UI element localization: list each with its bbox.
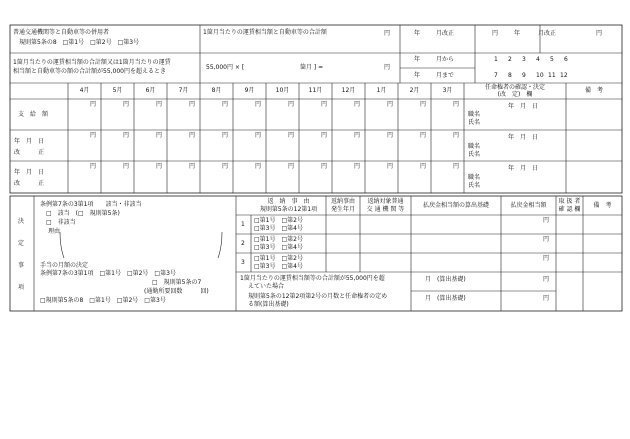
revision-date-label: 年 月 日 [14, 138, 45, 145]
refund-yen: 円 [543, 236, 550, 243]
cell-yen: 円 [420, 101, 427, 108]
decision-line-3: □ 非該当 [46, 219, 76, 226]
confirm-header: 任命権者の確認・決定 [484, 84, 545, 91]
row2-desc-2: 相当額と自動車等の額の合計額が55,000円を超えるとき [13, 68, 166, 75]
month-header: 10月 [275, 87, 290, 94]
month-digit: 4 [536, 56, 540, 63]
refund-yen: 円 [543, 295, 550, 302]
decision-mid-4: (通勤所要回数 回) [144, 288, 209, 295]
month-header: 2月 [409, 87, 420, 94]
revision-label: 改 正 [14, 180, 45, 187]
refund-checkbox-a[interactable]: □第1号 □第2号 [254, 217, 303, 224]
month-digit: 3 [522, 56, 526, 63]
confirm-date: 年 月 日 [508, 165, 539, 172]
yen-2: 円 [492, 30, 499, 37]
cell-yen: 円 [189, 101, 196, 108]
refund-row-number: 3 [241, 259, 245, 266]
refund-checkbox-b[interactable]: □第3号 □第4号 [254, 225, 303, 232]
refund-checkbox-b[interactable]: □第3号 □第4号 [254, 263, 303, 270]
rule-options: 規則第5条の8 □第1号 □第2号 □第3号 [19, 39, 140, 46]
formula: 55,000円 × [ [206, 64, 245, 71]
name-label: 氏名 [468, 151, 481, 158]
cell-yen: 円 [288, 132, 295, 139]
cell-yen: 円 [189, 132, 196, 139]
decision-side-label: 項 [18, 284, 25, 291]
decision-line-1: 条例第7条の3第1項 該当・非該当 [40, 201, 142, 208]
year-2: 年 [514, 30, 521, 37]
month-header: 4月 [79, 87, 90, 94]
refund-reason-subheader: 規則第5条の12第1項 [259, 206, 318, 213]
month-header: 3月 [442, 87, 453, 94]
decision-side-label: 定 [18, 240, 25, 247]
cell-yen: 円 [156, 163, 163, 170]
revision-label: 改 正 [14, 149, 45, 156]
month-from: 月から [436, 56, 455, 63]
refund-basis-header: 払戻金相当額の算出基礎 [422, 202, 489, 209]
refund-checkbox-b[interactable]: □第3号 □第4号 [254, 244, 303, 251]
cell-yen: 円 [255, 163, 262, 170]
cell-yen: 円 [321, 132, 328, 139]
monthly-total-label: 1箇月当たりの運賃相当額と自動車等の合計額 [203, 29, 327, 36]
position-label: 職名 [468, 111, 481, 118]
cell-yen: 円 [189, 163, 196, 170]
cell-yen: 円 [222, 163, 229, 170]
name-label: 氏名 [468, 119, 481, 126]
cell-yen: 円 [453, 163, 460, 170]
month-digit: 9 [522, 72, 526, 79]
month-digit: 11 [548, 72, 556, 79]
cell-yen: 円 [255, 101, 262, 108]
month-header: 7月 [178, 87, 189, 94]
yen-row2: 円 [384, 64, 391, 71]
refund-row-number: 1 [241, 221, 245, 228]
decision-mid-5: □規則第5条の8 □第1号 □第2号 □第3号 [40, 297, 166, 304]
remarks-header: 備 考 [584, 87, 603, 94]
year-to: 年 [414, 72, 421, 79]
refund-date-subheader: 発生年月 [330, 206, 355, 213]
cell-yen: 円 [156, 132, 163, 139]
refund-row-number: 2 [241, 240, 245, 247]
cell-yen: 円 [90, 163, 97, 170]
month-header: 1月 [376, 87, 387, 94]
cell-yen: 円 [387, 132, 394, 139]
confirm-subheader: (改 定) 欄 [497, 91, 533, 98]
cell-yen: 円 [123, 132, 130, 139]
refund-reason-header: 返 納 事 由 [267, 198, 310, 205]
cell-yen: 円 [255, 132, 262, 139]
cell-yen: 円 [156, 101, 163, 108]
month-header: 9月 [244, 87, 255, 94]
cell-yen: 円 [90, 101, 97, 108]
refund-bottom-2: えていた場合 [248, 283, 285, 290]
cell-yen: 円 [288, 101, 295, 108]
cell-yen: 円 [387, 163, 394, 170]
yen-3: 円 [596, 30, 603, 37]
cell-yen: 円 [387, 101, 394, 108]
refund-amount-header: 払戻金相当額 [510, 202, 547, 209]
refund-handler-header: 取 扱 者 [558, 198, 581, 205]
year-from: 年 [414, 56, 421, 63]
refund-month-basis: 月 (算出基礎) [425, 295, 466, 302]
cell-yen: 円 [354, 101, 361, 108]
confirm-date: 年 月 日 [508, 103, 539, 110]
months-label: 箇月 ] = [300, 64, 324, 71]
decision-mid-2: 条例第7条の3第1項 □第1号 □第2号 □第3号 [40, 270, 176, 277]
refund-checkbox-a[interactable]: □第1号 □第2号 [254, 255, 303, 262]
cell-yen: 円 [288, 163, 295, 170]
refund-month-basis: 月 (算出基礎) [425, 276, 466, 283]
cell-yen: 円 [321, 101, 328, 108]
row2-desc-1: 1箇月当たりの運賃相当額の合計額又は1箇月当たりの運賃 [13, 59, 171, 66]
refund-target-header: 返納対象普通 [367, 198, 404, 205]
month-digit: 5 [550, 56, 554, 63]
month-digit: 12 [560, 72, 568, 79]
month-header: 11月 [308, 87, 323, 94]
cell-yen: 円 [420, 163, 427, 170]
cell-yen: 円 [123, 163, 130, 170]
refund-target-subheader: 交 通 機 関 等 [366, 206, 405, 213]
refund-yen: 円 [543, 255, 550, 262]
year-1: 年 [414, 30, 421, 37]
name-label: 氏名 [468, 182, 481, 189]
month-header: 12月 [341, 87, 356, 94]
refund-date-header: 返納事由 [330, 198, 355, 205]
payment-label: 支 給 額 [18, 111, 49, 118]
position-label: 職名 [468, 143, 481, 150]
confirm-date: 年 月 日 [508, 134, 539, 141]
month-revised-2: 月改正 [538, 30, 557, 37]
month-revised-1: 月改正 [436, 30, 455, 37]
month-digit: 10 [536, 72, 544, 79]
refund-yen: 円 [543, 217, 550, 224]
rule-title: 普通交通機関等と自動車等の併用者 [13, 29, 110, 36]
refund-bottom-3: 規則第5条の12第2項第2号の月数と任命権者の定め [248, 293, 388, 300]
cell-yen: 円 [354, 132, 361, 139]
refund-checkbox-a[interactable]: □第1号 □第2号 [254, 236, 303, 243]
reason-label: 理由 [48, 228, 61, 235]
cell-yen: 円 [123, 101, 130, 108]
cell-yen: 円 [453, 132, 460, 139]
cell-yen: 円 [420, 132, 427, 139]
cell-yen: 円 [354, 163, 361, 170]
cell-yen: 円 [222, 132, 229, 139]
month-header: 5月 [112, 87, 123, 94]
refund-yen: 円 [543, 276, 550, 283]
decision-line-2: □ 該当 (□ 規則第5条) [46, 210, 120, 217]
refund-bottom-1: 1箇月当たりの運賃相当額等の合計額が55,000円を超 [240, 275, 385, 282]
refund-bottom-4: る額(算出基礎) [248, 301, 289, 308]
cell-yen: 円 [453, 101, 460, 108]
month-header: 6月 [145, 87, 156, 94]
revision-date-label: 年 月 日 [14, 169, 45, 176]
yen-1: 円 [384, 30, 391, 37]
month-digit: 6 [564, 56, 568, 63]
decision-mid-3: □ 規則第5条の7 [152, 279, 202, 286]
cell-yen: 円 [90, 132, 97, 139]
decision-side-label: 決 [18, 218, 25, 225]
month-digit: 1 [494, 56, 498, 63]
month-to: 月まで [436, 72, 455, 79]
month-header: 8月 [211, 87, 222, 94]
cell-yen: 円 [321, 163, 328, 170]
cell-yen: 円 [222, 101, 229, 108]
position-label: 職名 [468, 174, 481, 181]
month-digit: 2 [508, 56, 512, 63]
decision-mid-1: 手当の月額の決定 [40, 262, 89, 269]
decision-side-label: 事 [18, 262, 25, 269]
month-digit: 8 [508, 72, 512, 79]
refund-remarks-header: 備 考 [593, 202, 612, 209]
refund-handler-subheader: 確 認 欄 [558, 206, 581, 213]
month-digit: 7 [494, 72, 498, 79]
